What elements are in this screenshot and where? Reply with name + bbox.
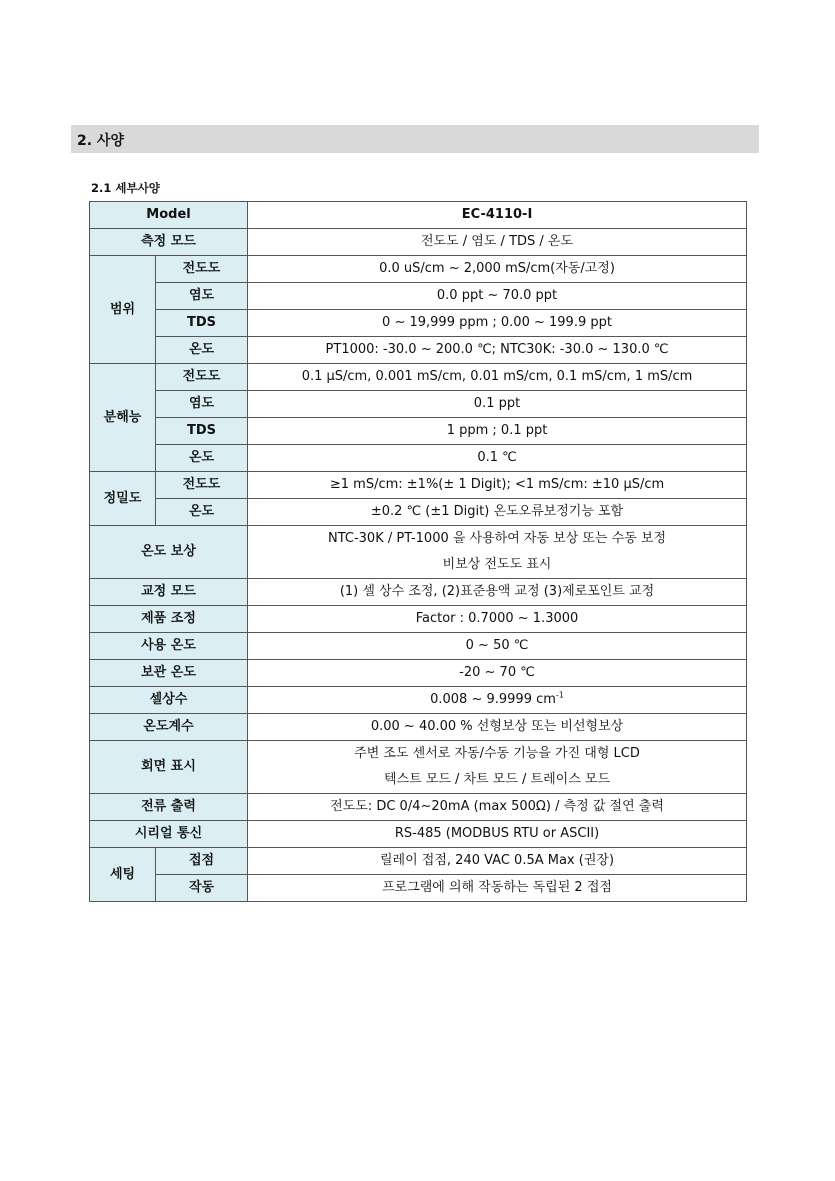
table-row (90, 310, 747, 337)
section-header-bar (71, 125, 759, 153)
label-cell-constant: 셀상수 (90, 687, 248, 714)
value-range-salinity: 0.0 ppt ~ 70.0 ppt (248, 283, 747, 310)
table-row (90, 337, 747, 364)
value-display (248, 741, 747, 794)
table-row (90, 821, 747, 848)
label-resolution-tds: TDS (156, 418, 248, 445)
value-calibration: (1) 셀 상수 조정, (2)표준용액 교정 (3)제로포인트 교정 (248, 579, 747, 606)
label-range: 범위 (90, 256, 156, 364)
value-setting-operation: 프로그램에 의해 작동하는 독립된 2 접점 (248, 875, 747, 902)
value-cell-constant-exponent: -1 (555, 690, 564, 700)
label-current-output: 전류 출력 (90, 794, 248, 821)
value-temp-comp-line1: NTC-30K / PT-1000 을 사용하여 자동 보상 또는 수동 보정 (327, 531, 667, 546)
subsection-title: 2.1 세부사양 (91, 181, 160, 195)
value-resolution-salinity: 0.1 ppt (248, 391, 747, 418)
value-accuracy-temperature: ±0.2 ℃ (±1 Digit) 온도오류보정기능 포함 (248, 499, 747, 526)
value-current-output: 전도도: DC 0/4~20mA (max 500Ω) / 측정 값 절연 출력 (248, 794, 747, 821)
value-serial: RS-485 (MODBUS RTU or ASCII) (248, 821, 747, 848)
label-operating-temp: 사용 온도 (90, 633, 248, 660)
value-resolution-tds: 1 ppm ; 0.1 ppt (248, 418, 747, 445)
label-resolution: 분해능 (90, 364, 156, 472)
table-row (90, 364, 747, 391)
label-resolution-temperature: 온도 (156, 445, 248, 472)
label-calibration: 교정 모드 (90, 579, 248, 606)
table-row (90, 633, 747, 660)
value-resolution-temperature: 0.1 ℃ (248, 445, 747, 472)
table-row (90, 472, 747, 499)
value-display-line1: 주변 조도 센서로 자동/수동 기능을 가진 대형 LCD (354, 746, 640, 761)
table-row (90, 256, 747, 283)
label-temp-coeff: 온도계수 (90, 714, 248, 741)
table-row (90, 714, 747, 741)
table-row (90, 283, 747, 310)
value-range-temperature: PT1000: -30.0 ~ 200.0 ℃; NTC30K: -30.0 ~ 130.0 ℃ (248, 337, 747, 364)
label-range-conductivity: 전도도 (156, 256, 248, 283)
label-accuracy-conductivity: 전도도 (156, 472, 248, 499)
value-temp-coeff: 0.00 ~ 40.00 % 선형보상 또는 비선형보상 (248, 714, 747, 741)
value-cell-constant-text: 0.008 ~ 9.9999 cm (430, 692, 556, 707)
table-row (90, 418, 747, 445)
label-resolution-salinity: 염도 (156, 391, 248, 418)
table-row (90, 687, 747, 714)
value-cell-constant (248, 687, 747, 714)
value-range-conductivity: 0.0 uS/cm ~ 2,000 mS/cm(자동/고정) (248, 256, 747, 283)
table-row (90, 579, 747, 606)
spec-table (89, 201, 747, 902)
value-resolution-conductivity: 0.1 μS/cm, 0.001 mS/cm, 0.01 mS/cm, 0.1 mS/cm, 1 mS/cm (248, 364, 747, 391)
label-setting-operation: 작동 (156, 875, 248, 902)
label-measure-mode: 측정 모드 (90, 229, 248, 256)
table-row (90, 229, 747, 256)
label-temp-comp: 온도 보상 (90, 526, 248, 579)
table-row (90, 606, 747, 633)
table-row (90, 526, 747, 579)
value-product-adjust: Factor : 0.7000 ~ 1.3000 (248, 606, 747, 633)
label-display: 회면 표시 (90, 741, 248, 794)
table-row (90, 794, 747, 821)
label-range-temperature: 온도 (156, 337, 248, 364)
label-range-tds: TDS (156, 310, 248, 337)
table-row (90, 445, 747, 472)
label-accuracy-temperature: 온도 (156, 499, 248, 526)
label-storage-temp: 보관 온도 (90, 660, 248, 687)
label-serial: 시리얼 통신 (90, 821, 248, 848)
value-temp-comp (248, 526, 747, 579)
table-row (90, 875, 747, 902)
label-range-salinity: 염도 (156, 283, 248, 310)
section-title: 2. 사양 (77, 133, 124, 149)
table-row (90, 848, 747, 875)
value-display-line2: 텍스트 모드 / 차트 모드 / 트레이스 모드 (383, 772, 611, 787)
value-temp-comp-line2: 비보상 전도도 표시 (442, 557, 552, 572)
label-resolution-conductivity: 전도도 (156, 364, 248, 391)
value-accuracy-conductivity: ≥1 mS/cm: ±1%(± 1 Digit); <1 mS/cm: ±10 μS/cm (248, 472, 747, 499)
value-measure-mode: 전도도 / 염도 / TDS / 온도 (248, 229, 747, 256)
label-setting-contact: 접점 (156, 848, 248, 875)
table-row (90, 499, 747, 526)
value-model: EC-4110-I (248, 202, 747, 229)
table-row (90, 391, 747, 418)
value-storage-temp: -20 ~ 70 ℃ (248, 660, 747, 687)
table-row (90, 741, 747, 794)
table-row (90, 202, 747, 229)
label-accuracy: 정밀도 (90, 472, 156, 526)
label-product-adjust: 제품 조정 (90, 606, 248, 633)
value-setting-contact: 릴레이 접점, 240 VAC 0.5A Max (권장) (248, 848, 747, 875)
label-setting: 세팅 (90, 848, 156, 902)
value-range-tds: 0 ~ 19,999 ppm ; 0.00 ~ 199.9 ppt (248, 310, 747, 337)
table-row (90, 660, 747, 687)
value-operating-temp: 0 ~ 50 ℃ (248, 633, 747, 660)
label-model: Model (90, 202, 248, 229)
